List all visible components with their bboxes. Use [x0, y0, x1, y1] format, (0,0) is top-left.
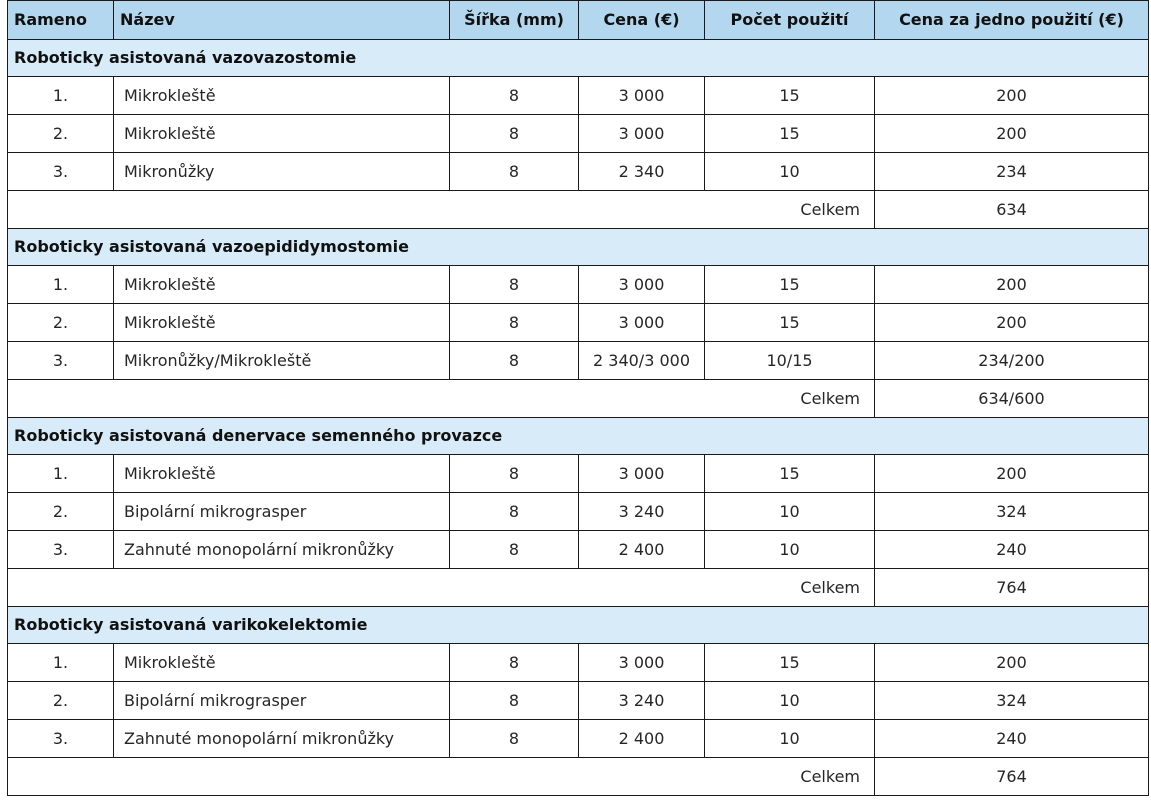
total-label: Celkem	[8, 758, 875, 796]
width-cell: 8	[450, 493, 579, 531]
price-per-use-cell: 200	[875, 266, 1149, 304]
width-cell: 8	[450, 342, 579, 380]
price-per-use-cell: 200	[875, 644, 1149, 682]
name-cell: Zahnuté monopolární mikronůžky	[114, 720, 450, 758]
total-label: Celkem	[8, 569, 875, 607]
total-value: 634	[875, 191, 1149, 229]
uses-cell: 15	[705, 266, 875, 304]
total-row	[8, 758, 1149, 796]
price-per-use-cell: 234	[875, 153, 1149, 191]
arm-cell: 1.	[8, 644, 114, 682]
width-cell: 8	[450, 682, 579, 720]
arm-cell: 3.	[8, 153, 114, 191]
table-row	[8, 266, 1149, 304]
price-cell: 3 000	[579, 455, 705, 493]
table-row	[8, 455, 1149, 493]
name-cell: Mikrokleště	[114, 115, 450, 153]
width-cell: 8	[450, 455, 579, 493]
total-label: Celkem	[8, 380, 875, 418]
price-cell: 2 400	[579, 531, 705, 569]
instrument-cost-table	[7, 0, 1149, 796]
arm-cell: 1.	[8, 455, 114, 493]
name-cell: Bipolární mikrograsper	[114, 493, 450, 531]
column-header-price: Cena (€)	[579, 1, 705, 40]
table-row	[8, 153, 1149, 191]
name-cell: Bipolární mikrograsper	[114, 682, 450, 720]
width-cell: 8	[450, 304, 579, 342]
price-cell: 3 000	[579, 266, 705, 304]
arm-cell: 2.	[8, 493, 114, 531]
name-cell: Mikrokleště	[114, 644, 450, 682]
uses-cell: 10	[705, 720, 875, 758]
price-per-use-cell: 200	[875, 77, 1149, 115]
section-row	[8, 418, 1149, 455]
uses-cell: 10/15	[705, 342, 875, 380]
name-cell: Mikronůžky	[114, 153, 450, 191]
width-cell: 8	[450, 153, 579, 191]
arm-cell: 3.	[8, 342, 114, 380]
section-title: Roboticky asistovaná varikokelektomie	[8, 607, 1149, 644]
uses-cell: 10	[705, 153, 875, 191]
price-cell: 2 340	[579, 153, 705, 191]
arm-cell: 2.	[8, 304, 114, 342]
total-value: 634/600	[875, 380, 1149, 418]
total-row	[8, 191, 1149, 229]
uses-cell: 15	[705, 77, 875, 115]
price-per-use-cell: 240	[875, 720, 1149, 758]
uses-cell: 10	[705, 531, 875, 569]
price-cell: 3 000	[579, 115, 705, 153]
total-value: 764	[875, 758, 1149, 796]
arm-cell: 3.	[8, 531, 114, 569]
uses-cell: 15	[705, 455, 875, 493]
column-header-uses: Počet použití	[705, 1, 875, 40]
price-per-use-cell: 200	[875, 455, 1149, 493]
width-cell: 8	[450, 644, 579, 682]
price-cell: 3 000	[579, 304, 705, 342]
name-cell: Mikrokleště	[114, 455, 450, 493]
uses-cell: 10	[705, 682, 875, 720]
table-row	[8, 77, 1149, 115]
column-header-name: Název	[114, 1, 450, 40]
table-body	[8, 40, 1149, 796]
price-per-use-cell: 200	[875, 115, 1149, 153]
price-per-use-cell: 234/200	[875, 342, 1149, 380]
arm-cell: 1.	[8, 77, 114, 115]
table-row	[8, 682, 1149, 720]
arm-cell: 1.	[8, 266, 114, 304]
column-header-width: Šířka (mm)	[450, 1, 579, 40]
price-cell: 3 240	[579, 493, 705, 531]
section-title: Roboticky asistovaná vazovazostomie	[8, 40, 1149, 77]
section-row	[8, 607, 1149, 644]
table-row	[8, 720, 1149, 758]
total-label: Celkem	[8, 191, 875, 229]
name-cell: Mikrokleště	[114, 77, 450, 115]
name-cell: Mikrokleště	[114, 304, 450, 342]
column-header-arm: Rameno	[8, 1, 114, 40]
name-cell: Mikrokleště	[114, 266, 450, 304]
section-title: Roboticky asistovaná vazoepididymostomie	[8, 229, 1149, 266]
width-cell: 8	[450, 115, 579, 153]
total-value: 764	[875, 569, 1149, 607]
price-cell: 3 000	[579, 644, 705, 682]
table-row	[8, 493, 1149, 531]
section-title: Roboticky asistovaná denervace semenného provazce	[8, 418, 1149, 455]
price-per-use-cell: 324	[875, 682, 1149, 720]
arm-cell: 3.	[8, 720, 114, 758]
arm-cell: 2.	[8, 682, 114, 720]
section-row	[8, 229, 1149, 266]
total-row	[8, 380, 1149, 418]
total-row	[8, 569, 1149, 607]
width-cell: 8	[450, 720, 579, 758]
name-cell: Mikronůžky/Mikrokleště	[114, 342, 450, 380]
width-cell: 8	[450, 531, 579, 569]
price-per-use-cell: 240	[875, 531, 1149, 569]
uses-cell: 15	[705, 644, 875, 682]
section-row	[8, 40, 1149, 77]
price-cell: 2 400	[579, 720, 705, 758]
cost-table-container	[7, 0, 1149, 796]
table-row	[8, 342, 1149, 380]
uses-cell: 15	[705, 304, 875, 342]
table-row	[8, 644, 1149, 682]
table-row	[8, 531, 1149, 569]
column-header-price-per-use: Cena za jedno použití (€)	[875, 1, 1149, 40]
price-per-use-cell: 200	[875, 304, 1149, 342]
price-cell: 2 340/3 000	[579, 342, 705, 380]
arm-cell: 2.	[8, 115, 114, 153]
name-cell: Zahnuté monopolární mikronůžky	[114, 531, 450, 569]
uses-cell: 10	[705, 493, 875, 531]
price-per-use-cell: 324	[875, 493, 1149, 531]
price-cell: 3 240	[579, 682, 705, 720]
table-row	[8, 304, 1149, 342]
width-cell: 8	[450, 266, 579, 304]
table-row	[8, 115, 1149, 153]
uses-cell: 15	[705, 115, 875, 153]
table-header-row	[8, 1, 1149, 40]
width-cell: 8	[450, 77, 579, 115]
price-cell: 3 000	[579, 77, 705, 115]
